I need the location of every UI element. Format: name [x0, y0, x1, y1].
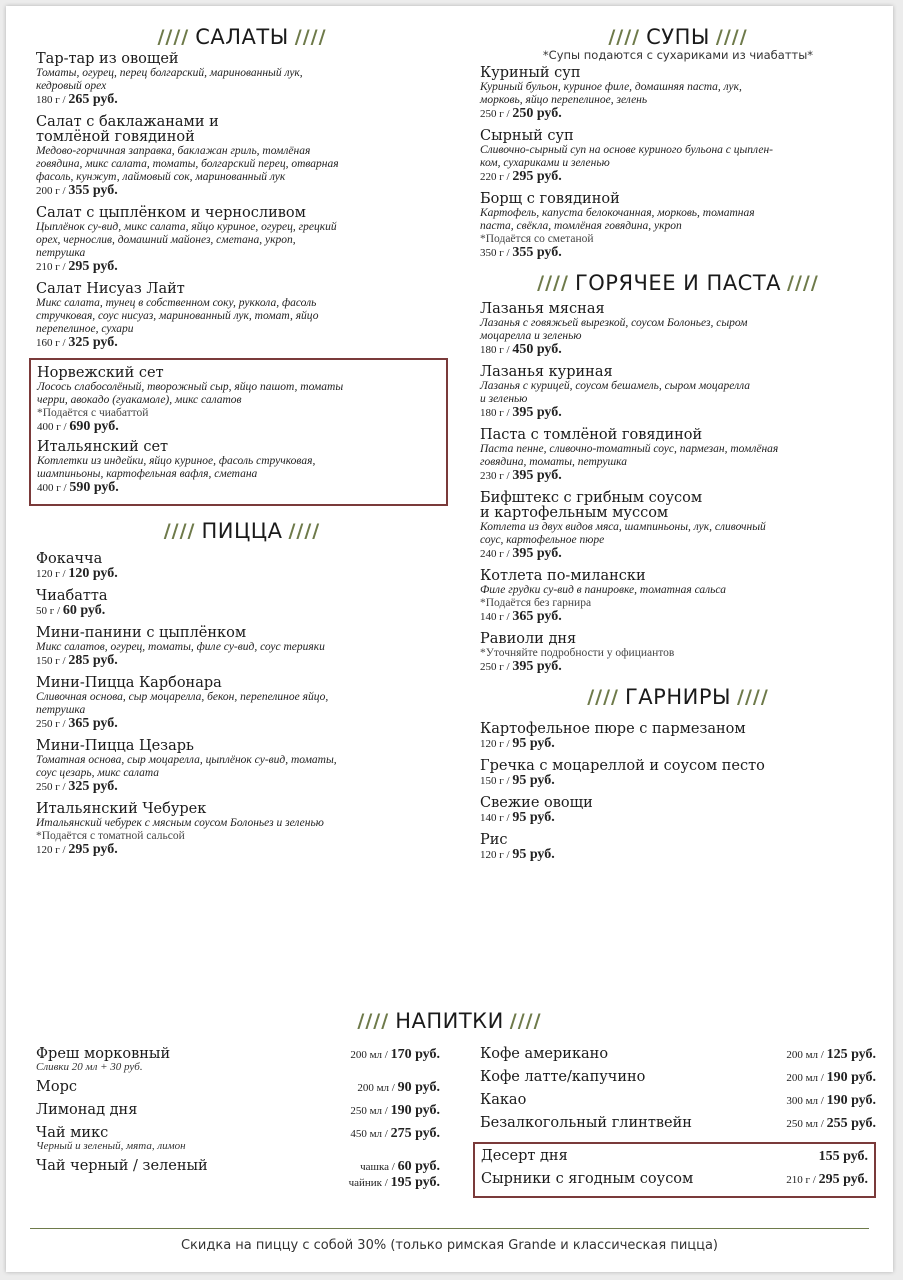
drink-price: 190 руб. — [826, 1070, 876, 1085]
item-description: Котлетки из индейки, яйцо куриное, фасоль стручковая, шампиньоны, картофельная вафля, сметана — [37, 455, 316, 480]
item-description: Сливочная основа, сыр моцарелла, бекон, перепелиное яйцо, петрушка — [36, 691, 329, 716]
item-weight: 120 г / — [36, 568, 69, 580]
menu-item — [36, 52, 448, 107]
item-price-line — [480, 406, 876, 420]
item-price-line — [480, 469, 876, 483]
menu-item — [480, 66, 876, 121]
item-price: 355 руб. — [512, 245, 562, 260]
item-price: 285 руб. — [68, 653, 118, 668]
item-price-line — [36, 336, 448, 350]
drink-item — [480, 1092, 876, 1109]
soups-list — [480, 66, 876, 260]
item-price-line — [36, 843, 448, 857]
item-price: 395 руб. — [512, 468, 562, 483]
menu-item — [480, 759, 876, 788]
item-name: Куриный суп — [480, 65, 581, 81]
drink-name: Десерт дня — [481, 1148, 568, 1164]
item-weight: 400 г / — [37, 421, 70, 433]
item-weight: 240 г / — [480, 548, 513, 560]
item-weight: 200 г / — [36, 185, 69, 197]
menu-item — [36, 676, 448, 731]
dessert-box — [473, 1142, 876, 1198]
slash-ornament: //// — [608, 26, 641, 48]
drink-price-line — [786, 1047, 876, 1063]
menu-item — [36, 282, 448, 350]
drink-name: Чай черный / зеленый — [36, 1158, 208, 1174]
drink-volume: 200 мл / — [786, 1049, 827, 1061]
item-price-line — [480, 547, 876, 561]
drink-price-line — [786, 1093, 876, 1109]
item-name: Сырный суп — [480, 128, 574, 144]
item-name: Картофельное пюре с пармезаном — [480, 721, 746, 737]
item-weight: 120 г / — [480, 849, 513, 861]
pizza-list — [36, 552, 448, 857]
drink-price: 255 руб. — [826, 1116, 876, 1131]
item-description: Котлета из двух видов мяса, шампиньоны, лук, сливочный соус, картофельное пюре — [480, 521, 766, 546]
item-price-line — [36, 260, 448, 274]
drink-price-line — [350, 1103, 440, 1119]
item-weight: 180 г / — [36, 94, 69, 106]
drink-item — [36, 1102, 440, 1119]
item-name: Салат с цыплёнком и черносливом — [36, 205, 306, 221]
drink-price: 155 руб. — [818, 1149, 868, 1164]
drink-alt-volume: чайник / — [348, 1177, 391, 1189]
section-title-text: СУПЫ — [646, 25, 710, 49]
item-price-line — [36, 654, 448, 668]
item-description: Медово-горчичная заправка, баклажан гриль, томлёная говядина, микс салата, томаты, болгарский перец, отварная фасоль, кунжут, лаймовый сок, маринованный лук — [36, 145, 339, 183]
item-weight: 350 г / — [480, 247, 513, 259]
item-weight: 230 г / — [480, 470, 513, 482]
drink-volume: 450 мл / — [350, 1128, 391, 1140]
drink-subtitle: Сливки 20 мл + 30 руб. — [36, 1061, 143, 1073]
drink-price-line — [819, 1149, 868, 1165]
item-price-line — [480, 246, 876, 260]
item-price: 690 руб. — [69, 419, 119, 434]
item-note: *Уточняйте подробности у официантов — [480, 647, 675, 659]
item-name: Итальянский сет — [37, 439, 169, 455]
drink-name: Какао — [480, 1092, 527, 1108]
menu-item — [36, 739, 448, 794]
drink-name: Сырники с ягодным соусом — [481, 1171, 694, 1187]
item-weight: 140 г / — [480, 611, 513, 623]
drink-price: 190 руб. — [826, 1093, 876, 1108]
drink-volume: 200 мл / — [357, 1082, 398, 1094]
drink-row — [480, 1046, 876, 1063]
menu-item — [36, 589, 448, 618]
drink-price-line — [350, 1047, 440, 1063]
item-weight: 160 г / — [36, 337, 69, 349]
menu-item — [36, 115, 448, 198]
item-price: 450 руб. — [512, 342, 562, 357]
drink-price: 275 руб. — [390, 1126, 440, 1141]
menu-item — [480, 569, 876, 624]
item-price: 355 руб. — [68, 183, 118, 198]
slash-ornament: //// — [737, 686, 769, 708]
item-description: Паста пенне, сливочно-томатный соус, пармезан, томлёная говядина, томаты, петрушка — [480, 443, 779, 468]
menu-item — [480, 192, 876, 260]
drink-item — [481, 1171, 868, 1188]
item-note: *Подаётся с томатной сальсой — [36, 830, 185, 842]
drink-price: 125 руб. — [826, 1047, 876, 1062]
item-description: Томаты, огурец, перец болгарский, маринованный лук, кедровый орех — [36, 67, 303, 92]
item-description: Микс салата, тунец в собственном соку, руккола, фасоль стручковая, соус нисуаз, маринованный лук, томат, яйцо перепелиное, сухари — [36, 297, 319, 335]
item-name: Мини-Пицца Цезарь — [36, 738, 194, 754]
item-weight: 150 г / — [36, 655, 69, 667]
menu-item — [36, 626, 448, 668]
item-description: Сливочно-сырный суп на основе куриного бульона с цыплен- ком, сухариками и зеленью — [480, 144, 773, 169]
item-price-line — [480, 848, 876, 862]
right-column — [480, 22, 876, 870]
menu-item — [480, 833, 876, 862]
slash-ornament: //// — [288, 520, 321, 542]
item-name: Норвежский сет — [37, 365, 164, 381]
item-weight: 250 г / — [36, 781, 69, 793]
item-name: Мини-панини с цыплёнком — [36, 625, 247, 641]
drinks-right-list — [480, 1046, 876, 1132]
item-price-line — [480, 774, 876, 788]
left-column — [36, 22, 448, 865]
item-price: 295 руб. — [68, 259, 118, 274]
item-price-line — [480, 811, 876, 825]
item-name: Котлета по-милански — [480, 568, 646, 584]
drink-price-line — [357, 1080, 440, 1096]
drink-item — [480, 1115, 876, 1132]
featured-sets-box — [29, 358, 448, 506]
drink-row — [480, 1069, 876, 1086]
drink-alt-price: 195 руб. — [390, 1175, 440, 1190]
item-name: Тар-тар из овощей — [36, 51, 179, 67]
item-price-line — [37, 481, 440, 495]
menu-item — [36, 206, 448, 274]
item-description: Томатная основа, сыр моцарелла, цыплёнок су-вид, томаты, соус цезарь, микс салата — [36, 754, 337, 779]
item-weight: 250 г / — [36, 718, 69, 730]
menu-page — [6, 6, 893, 1272]
item-price-line — [480, 343, 876, 357]
item-price-line — [480, 170, 876, 184]
section-title-pizza — [36, 516, 448, 546]
slash-ornament: //// — [537, 272, 569, 294]
drink-subtitle: Черный и зеленый, мята, лимон — [36, 1140, 186, 1152]
section-title-salads — [36, 22, 448, 52]
footer-discount-note: Скидка на пиццу с собой 30% (только римская Grande и классическая пицца) — [180, 1238, 719, 1253]
item-weight: 400 г / — [37, 482, 70, 494]
menu-item — [37, 440, 440, 495]
item-price: 295 руб. — [512, 169, 562, 184]
slash-ornament: //// — [157, 26, 190, 48]
drink-price: 90 руб. — [397, 1080, 440, 1095]
drink-item — [481, 1148, 868, 1165]
drink-volume: 200 мл / — [350, 1049, 391, 1061]
section-title-text: НАПИТКИ — [395, 1009, 504, 1033]
item-name: Мини-Пицца Карбонара — [36, 675, 222, 691]
item-price: 95 руб. — [512, 773, 555, 788]
drink-name: Безалкогольный глинтвейн — [480, 1115, 692, 1131]
item-price: 95 руб. — [512, 810, 555, 825]
item-name: Равиоли дня — [480, 631, 577, 647]
item-name: Салат с баклажанами и томлёной говядиной — [36, 114, 219, 145]
drink-price: 190 руб. — [390, 1103, 440, 1118]
item-price: 95 руб. — [512, 847, 555, 862]
drink-row — [481, 1171, 868, 1188]
drink-row — [36, 1102, 440, 1119]
item-price: 325 руб. — [68, 779, 118, 794]
drink-price: 60 руб. — [397, 1159, 440, 1174]
item-name: Бифштекс с грибным соусом и картофельным муссом — [480, 490, 703, 521]
item-price-line — [36, 717, 448, 731]
menu-item — [480, 796, 876, 825]
item-price: 590 руб. — [69, 480, 119, 495]
item-weight: 250 г / — [480, 661, 513, 673]
item-price-line — [36, 93, 448, 107]
footer-divider — [30, 1228, 869, 1229]
item-note: *Подаётся со сметаной — [480, 233, 594, 245]
drink-volume: 210 г / — [786, 1174, 819, 1186]
item-description: Картофель, капуста белокочанная, морковь, томатная паста, свёкла, томлёная говядина, укроп — [480, 207, 755, 232]
drink-volume: 200 мл / — [786, 1072, 827, 1084]
slash-ornament: //// — [294, 26, 327, 48]
item-weight: 180 г / — [480, 407, 513, 419]
section-title-text: ГОРЯЧЕЕ И ПАСТА — [574, 271, 782, 295]
drink-price-line — [786, 1070, 876, 1086]
item-price: 395 руб. — [512, 405, 562, 420]
item-price: 60 руб. — [62, 603, 106, 618]
item-description: Лазанья с курицей, соусом бешамель, сыром моцарелла и зеленью — [480, 380, 751, 405]
item-price-line — [480, 660, 876, 674]
drink-row — [36, 1079, 440, 1096]
drink-name: Кофе латте/капучино — [480, 1069, 646, 1085]
salads-list — [36, 52, 448, 350]
drink-volume: 250 мл / — [786, 1118, 827, 1130]
item-weight: 180 г / — [480, 344, 513, 356]
menu-item — [480, 365, 876, 420]
item-price: 265 руб. — [68, 92, 118, 107]
item-price: 395 руб. — [512, 659, 562, 674]
item-price-line — [36, 780, 448, 794]
section-title-hot — [480, 268, 876, 298]
drink-name: Кофе американо — [480, 1046, 609, 1062]
drink-item — [36, 1158, 440, 1191]
drink-row — [480, 1115, 876, 1132]
item-description: Цыплёнок су-вид, микс салата, яйцо куриное, огурец, грецкий орех, чернослив, домашний майонез, сметана, укроп, петрушка — [36, 221, 337, 259]
drink-row — [36, 1158, 440, 1175]
menu-item — [480, 632, 876, 674]
drinks-right-column — [480, 1046, 876, 1198]
item-note: *Подаётся без гарнира — [480, 597, 592, 609]
item-name: Салат Нисуаз Лайт — [36, 281, 185, 297]
drink-alt-price-line — [36, 1175, 440, 1191]
slash-ornament: //// — [357, 1010, 390, 1032]
menu-item — [480, 428, 876, 483]
menu-item — [480, 491, 876, 561]
item-description: Лазанья с говяжьей вырезкой, соусом Болоньез, сыром моцарелла и зеленью — [480, 317, 748, 342]
item-price: 95 руб. — [512, 736, 555, 751]
item-weight: 220 г / — [480, 171, 513, 183]
item-price-line — [36, 184, 448, 198]
drink-row — [481, 1148, 868, 1165]
item-name: Свежие овощи — [480, 795, 593, 811]
item-price: 365 руб. — [512, 609, 562, 624]
drink-name: Фреш морковный — [36, 1046, 171, 1062]
item-weight: 120 г / — [480, 738, 513, 750]
item-weight: 50 г / — [36, 605, 63, 617]
drink-item — [480, 1046, 876, 1063]
drink-price: 295 руб. — [818, 1172, 868, 1187]
drink-volume: чашка / — [360, 1161, 398, 1173]
item-price: 295 руб. — [68, 842, 118, 857]
slash-ornament: //// — [163, 520, 196, 542]
section-title-text: ГАРНИРЫ — [624, 685, 732, 709]
item-price-line — [36, 567, 448, 581]
drink-name: Лимонад дня — [36, 1102, 138, 1118]
drink-price-line — [350, 1126, 440, 1142]
drink-item — [36, 1125, 440, 1152]
item-name: Рис — [480, 832, 508, 848]
item-price: 325 руб. — [68, 335, 118, 350]
section-title-text: ПИЦЦА — [201, 519, 283, 543]
slash-ornament: //// — [787, 272, 819, 294]
item-price-line — [480, 107, 876, 121]
item-name: Лазанья куриная — [480, 364, 613, 380]
item-name: Паста с томлёной говядиной — [480, 427, 703, 443]
item-description: Итальянский чебурек с мясным соусом Болоньез и зеленью — [36, 817, 324, 829]
item-name: Гречка с моцареллой и соусом песто — [480, 758, 765, 774]
drink-volume: 300 мл / — [786, 1095, 827, 1107]
item-description: Куриный бульон, куриное филе, домашняя паста, лук, морковь, яйцо перепелиное, зелень — [480, 81, 742, 106]
drink-volume: 250 мл / — [350, 1105, 391, 1117]
item-price-line — [37, 420, 440, 434]
item-price: 395 руб. — [512, 546, 562, 561]
drink-name: Морс — [36, 1079, 77, 1095]
drink-name: Чай микс — [36, 1125, 109, 1141]
item-name: Борщ с говядиной — [480, 191, 620, 207]
section-title-drinks — [6, 1006, 893, 1036]
item-name: Чиабатта — [36, 588, 108, 604]
item-note: *Подаётся с чиабаттой — [37, 407, 149, 419]
hot-list — [480, 302, 876, 674]
item-price: 365 руб. — [68, 716, 118, 731]
item-name: Фокачча — [36, 551, 103, 567]
item-name: Итальянский Чебурек — [36, 801, 207, 817]
drink-price-line — [786, 1172, 868, 1188]
item-price-line — [36, 604, 448, 618]
section-title-text: САЛАТЫ — [195, 25, 289, 49]
slash-ornament: //// — [715, 26, 748, 48]
drink-item — [480, 1069, 876, 1086]
item-weight: 250 г / — [480, 108, 513, 120]
item-weight: 210 г / — [36, 261, 69, 273]
drink-item — [36, 1079, 440, 1096]
drink-item — [36, 1046, 440, 1073]
item-price: 250 руб. — [512, 106, 562, 121]
sides-list — [480, 722, 876, 862]
item-description: Филе грудки су-вид в панировке, томатная сальса — [480, 584, 726, 596]
soups-note: *Супы подаются с сухариками из чиабатты* — [542, 48, 814, 62]
menu-item — [480, 302, 876, 357]
item-weight: 150 г / — [480, 775, 513, 787]
menu-item — [480, 129, 876, 184]
item-price: 120 руб. — [68, 566, 118, 581]
menu-item — [480, 722, 876, 751]
menu-item — [36, 552, 448, 581]
slash-ornament: //// — [509, 1010, 542, 1032]
slash-ornament: //// — [587, 686, 619, 708]
item-weight: 140 г / — [480, 812, 513, 824]
menu-item — [37, 366, 440, 434]
item-price-line — [480, 737, 876, 751]
section-title-sides — [480, 682, 876, 712]
drink-price: 170 руб. — [390, 1047, 440, 1062]
item-weight: 120 г / — [36, 844, 69, 856]
item-price-line — [480, 610, 876, 624]
item-name: Лазанья мясная — [480, 301, 605, 317]
item-description: Микс салатов, огурец, томаты, филе су-вид, соус терияки — [36, 641, 325, 653]
menu-item — [36, 802, 448, 857]
drinks-left-list — [36, 1046, 440, 1197]
drink-row — [480, 1092, 876, 1109]
item-description: Лосось слабосолёный, творожный сыр, яйцо пашот, томаты черри, авокадо (гуакамоле), микс салатов — [37, 381, 344, 406]
drink-price-line — [360, 1159, 440, 1175]
drink-price-line — [786, 1116, 876, 1132]
